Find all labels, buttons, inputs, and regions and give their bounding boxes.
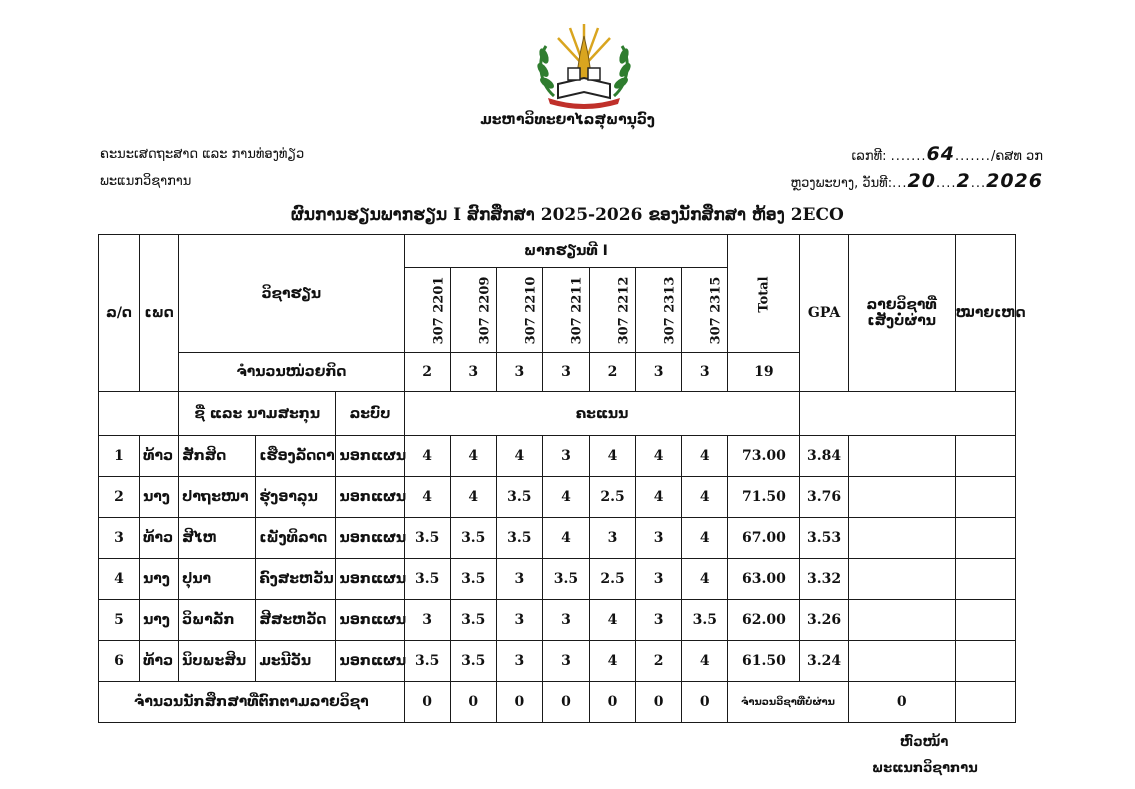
row-score: 4 (589, 641, 635, 682)
document-title: ຜົນການຮຽນພາກຮຽນ I ສົກສຶກສາ 2025-2026 ຂອງນັກສຶກສາ ຫ້ອງ 2ECO (291, 205, 844, 225)
date-month: 2 (956, 170, 971, 192)
row-registration: ນອກແຜນ (336, 436, 404, 477)
date-dots-3: ... (970, 176, 987, 191)
row-score: 4 (450, 436, 496, 477)
credit-4: 3 (542, 353, 589, 392)
ref-suffix: /ຄສທ ວກ (990, 149, 1043, 164)
row-last-name: ເພັງທິລາດ (256, 518, 336, 559)
row-registration: ນອກແຜນ (336, 559, 404, 600)
row-score: 3.5 (450, 641, 496, 682)
row-score: 4 (682, 477, 728, 518)
row-score: 3.5 (404, 518, 450, 559)
row-gpa: 3.84 (800, 436, 848, 477)
row-score: 3.5 (404, 559, 450, 600)
footer-count: 0 (636, 682, 682, 723)
credits-label: ຈຳນວນໜ່ວຍກິດ (179, 353, 404, 392)
header-gpa: GPA (800, 235, 848, 392)
document-date (790, 170, 1043, 192)
footer-remark (955, 682, 1015, 723)
row-score: 3 (542, 641, 589, 682)
row-sex: ນາງ (140, 477, 179, 518)
row-score: 4 (589, 436, 635, 477)
credit-2: 3 (450, 353, 496, 392)
row-total: 61.50 (728, 641, 800, 682)
header-total (728, 235, 800, 353)
row-sex: ນາງ (140, 559, 179, 600)
row-last-name: ເຮືອງລັດດາ (256, 436, 336, 477)
row-registration: ນອກແຜນ (336, 600, 404, 641)
row-score: 3.5 (450, 600, 496, 641)
row-registration: ນອກແຜນ (336, 518, 404, 559)
row-remark (955, 600, 1015, 641)
row-remark (955, 436, 1015, 477)
row-score: 4 (636, 477, 682, 518)
course-code-6-label: 307 2313 (662, 276, 678, 345)
signature-title: ຫົວໜ້າ (900, 735, 949, 750)
row-score: 3 (542, 600, 589, 641)
row-score: 3 (542, 436, 589, 477)
row-score: 4 (542, 518, 589, 559)
row-remark (955, 641, 1015, 682)
department-name: ພະແນກວິຊາການ (100, 174, 192, 189)
row-total: 67.00 (728, 518, 800, 559)
row-failed-subjects (848, 436, 955, 477)
row-last-name: ຄົງສະຫວັນ (256, 559, 336, 600)
university-logo-icon (532, 18, 636, 110)
university-name: ມະຫາວິທະຍາໄລສຸພານຸວົງ (480, 112, 655, 128)
row-failed-subjects (848, 559, 955, 600)
row-last-name: ສີສະຫວັດ (256, 600, 336, 641)
footer-count: 0 (404, 682, 450, 723)
row-sex: ທ້າວ (140, 436, 179, 477)
row-number: 6 (99, 641, 140, 682)
header-spacer-right (800, 392, 1016, 436)
row-score: 2.5 (589, 559, 635, 600)
course-code-2-label: 307 2209 (477, 276, 493, 345)
row-score: 4 (404, 477, 450, 518)
row-score: 3 (636, 518, 682, 559)
row-sex: ນາງ (140, 600, 179, 641)
course-code-1 (404, 268, 450, 353)
credit-7: 3 (682, 353, 728, 392)
credit-3: 3 (496, 353, 542, 392)
date-year: 2026 (986, 170, 1043, 192)
faculty-name: ຄະນະເສດຖະສາດ ແລະ ການທ່ອງທ່ຽວ (100, 147, 305, 162)
row-registration: ນອກແຜນ (336, 477, 404, 518)
course-code-6 (636, 268, 682, 353)
footer-row (99, 682, 1016, 723)
row-score: 4 (682, 641, 728, 682)
course-code-7-label: 307 2315 (708, 276, 724, 345)
header-no: ລ/ດ (99, 235, 140, 392)
row-score: 2.5 (589, 477, 635, 518)
row-number: 2 (99, 477, 140, 518)
row-score: 3.5 (496, 477, 542, 518)
row-score: 3 (496, 559, 542, 600)
row-failed-subjects (848, 641, 955, 682)
header-registration: ລະບົບ (336, 392, 404, 436)
credit-5: 2 (589, 353, 635, 392)
date-dots-2: .... (935, 176, 957, 191)
footer-failed-subjects-label: ຈຳນວນວິຊາທີ່ບໍ່ຜ່ານ (728, 682, 848, 723)
row-remark (955, 559, 1015, 600)
row-score: 4 (682, 518, 728, 559)
credits-total: 19 (728, 353, 800, 392)
course-code-3-label: 307 2210 (523, 276, 539, 345)
row-first-name: ວິພາລັກ (179, 600, 256, 641)
ref-dots-end: ....... (955, 149, 991, 164)
row-score: 4 (682, 559, 728, 600)
row-failed-subjects (848, 600, 955, 641)
row-score: 3 (496, 641, 542, 682)
row-score: 3.5 (404, 641, 450, 682)
row-number: 5 (99, 600, 140, 641)
row-score: 3.5 (496, 518, 542, 559)
header-score: ຄະແນນ (404, 392, 800, 436)
credit-6: 3 (636, 353, 682, 392)
row-number: 4 (99, 559, 140, 600)
course-code-2 (450, 268, 496, 353)
footer-failed-subjects-value: 0 (848, 682, 955, 723)
row-total: 62.00 (728, 600, 800, 641)
row-score: 3.5 (682, 600, 728, 641)
footer-count: 0 (450, 682, 496, 723)
table-row (99, 600, 1016, 641)
row-score: 4 (589, 600, 635, 641)
course-code-1-label: 307 2201 (431, 276, 447, 345)
date-day: 20 (907, 170, 936, 192)
row-sex: ທ້າວ (140, 518, 179, 559)
row-score: 4 (542, 477, 589, 518)
row-last-name: ຮຸ່ງອາລຸນ (256, 477, 336, 518)
grades-table (98, 234, 1026, 723)
row-first-name: ປຸນາ (179, 559, 256, 600)
row-gpa: 3.76 (800, 477, 848, 518)
header-name: ຊື່ ແລະ ນາມສະກຸນ (179, 392, 336, 436)
row-score: 3.5 (450, 559, 496, 600)
footer-count: 0 (682, 682, 728, 723)
row-first-name: ສັກສິດ (179, 436, 256, 477)
row-gpa: 3.24 (800, 641, 848, 682)
course-code-3 (496, 268, 542, 353)
table-row (99, 518, 1016, 559)
row-first-name: ສີໄຫ (179, 518, 256, 559)
row-gpa: 3.32 (800, 559, 848, 600)
row-gpa: 3.26 (800, 600, 848, 641)
row-remark (955, 518, 1015, 559)
header-subject: ວິຊາຮຽນ (179, 235, 404, 353)
header-sex: ເພດ (140, 235, 179, 392)
header-remark: ໝາຍເຫດ (955, 235, 1015, 392)
credit-1: 2 (404, 353, 450, 392)
row-failed-subjects (848, 518, 955, 559)
row-last-name: ມະນີວັນ (256, 641, 336, 682)
header-semester: ພາກຮຽນທີ I (404, 235, 728, 268)
row-score: 4 (450, 477, 496, 518)
header-failed-subjects: ລາຍວິຊາທີ່ເສັງບໍ່ຜ່ານ (848, 235, 955, 392)
ref-dots: ....... (890, 149, 927, 164)
row-score: 3.5 (542, 559, 589, 600)
table-row (99, 641, 1016, 682)
row-first-name: ນິບພະສິນ (179, 641, 256, 682)
footer-count: 0 (496, 682, 542, 723)
table-row (99, 436, 1016, 477)
row-score: 3 (636, 559, 682, 600)
signature-department: ພະແນກວິຊາການ (872, 761, 978, 776)
row-registration: ນອກແຜນ (336, 641, 404, 682)
row-number: 1 (99, 436, 140, 477)
row-failed-subjects (848, 477, 955, 518)
course-code-5 (589, 268, 635, 353)
header-total-label: Total (756, 275, 772, 313)
row-remark (955, 477, 1015, 518)
row-first-name: ປາຖະໜາ (179, 477, 256, 518)
date-label: ຫຼວງພະບາງ, ວັນທີ: (790, 176, 893, 191)
row-score: 3 (496, 600, 542, 641)
reference-number (852, 143, 1043, 165)
row-number: 3 (99, 518, 140, 559)
row-score: 4 (636, 436, 682, 477)
row-gpa: 3.53 (800, 518, 848, 559)
row-total: 63.00 (728, 559, 800, 600)
row-total: 73.00 (728, 436, 800, 477)
footer-count: 0 (542, 682, 589, 723)
row-score: 3 (589, 518, 635, 559)
ref-number-value: 64 (926, 143, 955, 165)
course-code-5-label: 307 2212 (616, 276, 632, 345)
course-code-7 (682, 268, 728, 353)
footer-failed-students-label: ຈຳນວນນັກສຶກສາທີ່ຕົກຕາມລາຍວິຊາ (99, 682, 405, 723)
row-score: 3 (404, 600, 450, 641)
row-score: 2 (636, 641, 682, 682)
header-spacer (99, 392, 179, 436)
date-dots-1: ... (892, 176, 908, 191)
ref-label: ເລກທີ: (851, 149, 887, 164)
row-sex: ທ້າວ (140, 641, 179, 682)
table-row (99, 559, 1016, 600)
row-score: 4 (682, 436, 728, 477)
course-code-4 (542, 268, 589, 353)
row-score: 3.5 (450, 518, 496, 559)
course-code-4-label: 307 2211 (569, 276, 585, 345)
row-score: 3 (636, 600, 682, 641)
row-score: 4 (496, 436, 542, 477)
row-score: 4 (404, 436, 450, 477)
row-total: 71.50 (728, 477, 800, 518)
footer-count: 0 (589, 682, 635, 723)
table-row (99, 477, 1016, 518)
